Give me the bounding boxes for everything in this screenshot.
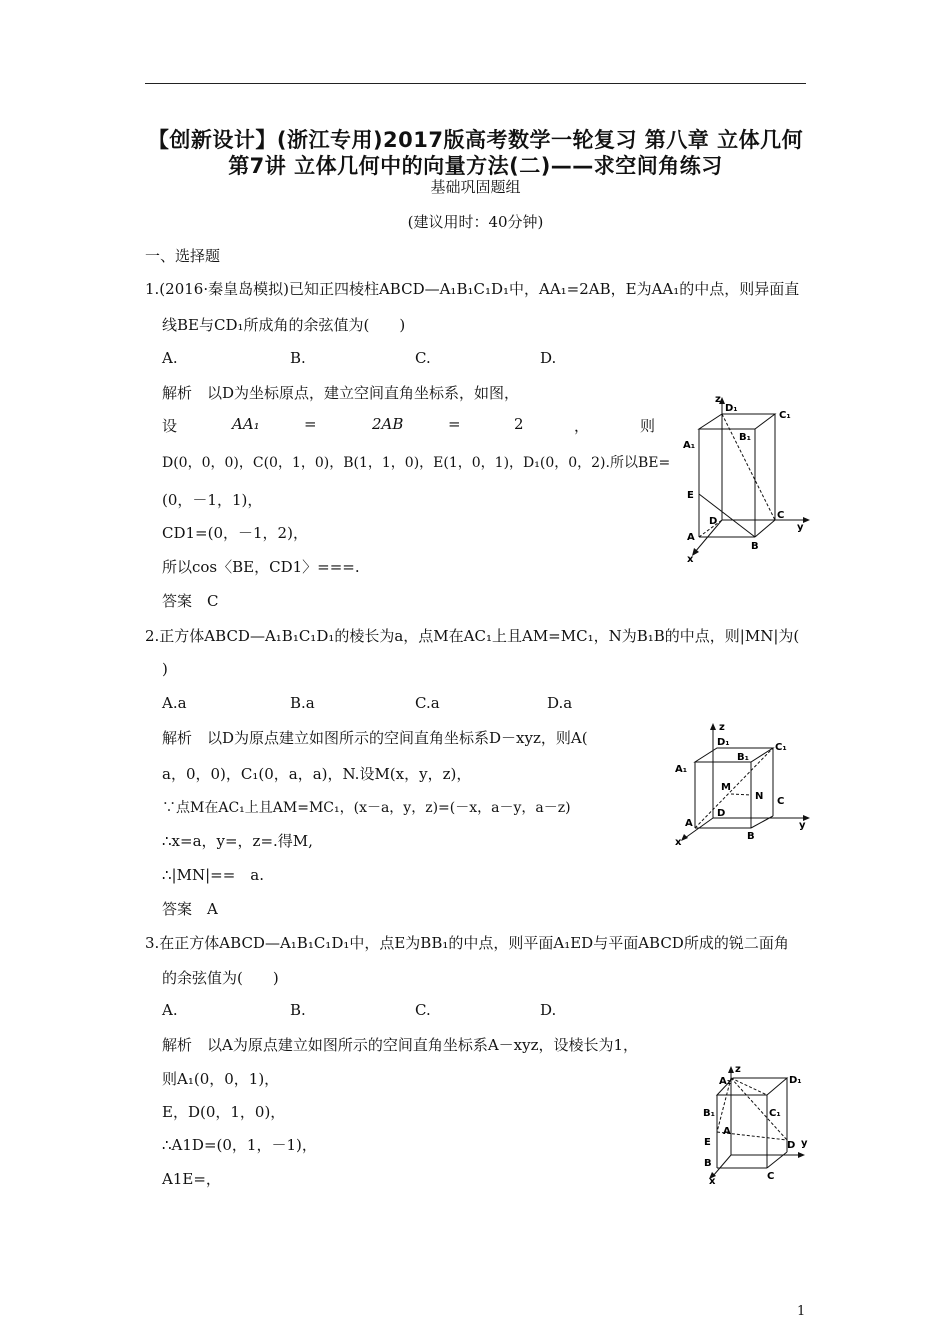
fig-label: E — [704, 1137, 711, 1148]
fig-label: C — [767, 1171, 775, 1182]
q1-solution-line-6: 所以cos〈BE，CD1〉===. — [162, 558, 360, 576]
fig-label: B₁ — [739, 432, 752, 443]
q1-option-b: B. — [290, 349, 306, 367]
q3-solution-line-2: 则A₁(0，0，1)， — [162, 1070, 280, 1088]
fig-label: y — [799, 820, 806, 831]
token: = — [448, 415, 461, 433]
q2-figure — [665, 720, 815, 848]
token: 2 — [514, 415, 524, 433]
fig-label: A — [723, 1126, 731, 1137]
q3-option-d: D. — [540, 1001, 557, 1019]
q1-answer: 答案 C — [162, 592, 219, 610]
q3-solution-line-3: E，D(0，1，0)， — [162, 1103, 286, 1121]
fig-label: C — [777, 796, 785, 807]
q1-solution-line-1: 解析 以D为坐标原点，建立空间直角坐标系，如图， — [162, 384, 520, 402]
q3-option-b: B. — [290, 1001, 306, 1019]
q1-option-c: C. — [415, 349, 431, 367]
title-line-1: 【创新设计】(浙江专用)2017版高考数学一轮复习 第八章 立体几何 — [147, 128, 804, 152]
q3-stem-line-2: 的余弦值为( ) — [162, 969, 279, 987]
fig-label: C₁ — [775, 742, 787, 753]
time-note: (建议用时：40分钟) — [407, 213, 544, 231]
q3-stem-line-1: 3.在正方体ABCD—A₁B₁C₁D₁中，点E为BB₁的中点，则平面A₁ED与平面ABCD所成的锐二面角 — [145, 934, 789, 952]
q1-stem-line-1: 1.(2016·秦皇岛模拟)已知正四棱柱ABCD—A₁B₁C₁D₁中，AA₁=2AB，E为AA₁的中点，则异面直 — [145, 280, 800, 298]
fig-label: A — [685, 818, 693, 829]
q3-solution-line-5: A1E=， — [162, 1170, 221, 1188]
q2-solution-line-5: ∴|MN|== a. — [162, 866, 264, 884]
q3-option-a: A. — [162, 1001, 178, 1019]
q2-solution-line-2: a，0，0)，C₁(0，a，a)，N.设M(x，y，z)， — [162, 765, 472, 783]
token: 设 — [162, 417, 178, 435]
q2-stem-line-1: 2.正方体ABCD—A₁B₁C₁D₁的棱长为a，点M在AC₁上且AM=MC₁，N为B₁B的中点，则|MN|为( — [145, 627, 800, 645]
fig-label: D₁ — [725, 403, 738, 414]
page-number: 1 — [797, 1304, 806, 1319]
fig-label: x — [675, 837, 682, 848]
fig-label: D₁ — [789, 1075, 802, 1086]
fig-label: C₁ — [779, 410, 791, 421]
fig-label: C — [777, 510, 785, 521]
token: ， — [574, 417, 590, 435]
fig-label: y — [801, 1138, 808, 1149]
fig-label: x — [709, 1176, 716, 1185]
fig-label: D — [709, 516, 718, 527]
q2-solution-line-3: ∵点M在AC₁上且AM=MC₁，(x－a，y，z)=(－x，a－y，a－z) — [162, 800, 571, 816]
q2-solution-line-1: 解析 以D为原点建立如图所示的空间直角坐标系D－xyz，则A( — [162, 729, 588, 747]
fig-label: A₁ — [683, 440, 696, 451]
q2-option-b: B.a — [290, 694, 315, 712]
fig-label: E — [687, 490, 694, 501]
fig-label: N — [755, 791, 764, 802]
fig-label: y — [797, 522, 804, 533]
fig-label: D₁ — [717, 737, 730, 748]
q2-stem-line-2: ) — [162, 660, 168, 678]
q1-stem-line-2: 线BE与CD₁所成角的余弦值为( ) — [162, 316, 406, 334]
q2-option-a: A.a — [162, 694, 187, 712]
q3-figure — [695, 1060, 820, 1185]
q1-option-d: D. — [540, 349, 557, 367]
fig-label: B — [751, 541, 759, 552]
token: AA₁ — [232, 415, 260, 433]
subtitle: 基础巩固题组 — [430, 178, 521, 196]
header-rule — [145, 83, 806, 84]
fig-label: D — [717, 808, 726, 819]
token: 则 — [640, 417, 656, 435]
q1-option-a: A. — [162, 349, 178, 367]
q2-option-d: D.a — [547, 694, 573, 712]
fig-label: C₁ — [769, 1108, 781, 1119]
fig-label: B — [704, 1158, 712, 1169]
token: = — [304, 415, 317, 433]
title-line-2: 第7讲 立体几何中的向量方法(二)——求空间角练习 — [228, 154, 723, 178]
q1-solution-line-4: (0，－1，1)， — [162, 491, 263, 509]
fig-label: x — [687, 554, 694, 565]
q2-option-c: C.a — [415, 694, 440, 712]
fig-label: A₁ — [719, 1076, 732, 1087]
token: 2AB — [372, 415, 404, 433]
q3-solution-line-4: ∴A1D=(0，1，－1)， — [162, 1136, 317, 1154]
q1-figure — [675, 392, 815, 567]
q3-option-c: C. — [415, 1001, 431, 1019]
q3-solution-line-1: 解析 以A为原点建立如图所示的空间直角坐标系A－xyz，设棱长为1， — [162, 1036, 639, 1054]
fig-label: D — [787, 1140, 796, 1151]
section-heading: 一、选择题 — [145, 247, 221, 265]
fig-label: z — [719, 722, 725, 733]
fig-label: A — [687, 532, 695, 543]
fig-label: z — [735, 1064, 741, 1075]
q1-solution-line-5: CD1=(0，－1，2)， — [162, 524, 308, 542]
fig-label: B₁ — [737, 752, 750, 763]
q1-solution-line-3: D(0，0，0)，C(0，1，0)，B(1，1，0)，E(1，0，1)，D₁(0，0，2).所以BE= — [162, 455, 671, 471]
fig-label: B — [747, 831, 755, 842]
q2-answer: 答案 A — [162, 900, 218, 918]
fig-label: z — [715, 394, 721, 405]
q2-solution-line-4: ∴x=a，y=，z=.得M, — [162, 832, 313, 850]
fig-label: A₁ — [675, 764, 688, 775]
fig-label: B₁ — [703, 1108, 716, 1119]
fig-label: M — [721, 782, 731, 793]
